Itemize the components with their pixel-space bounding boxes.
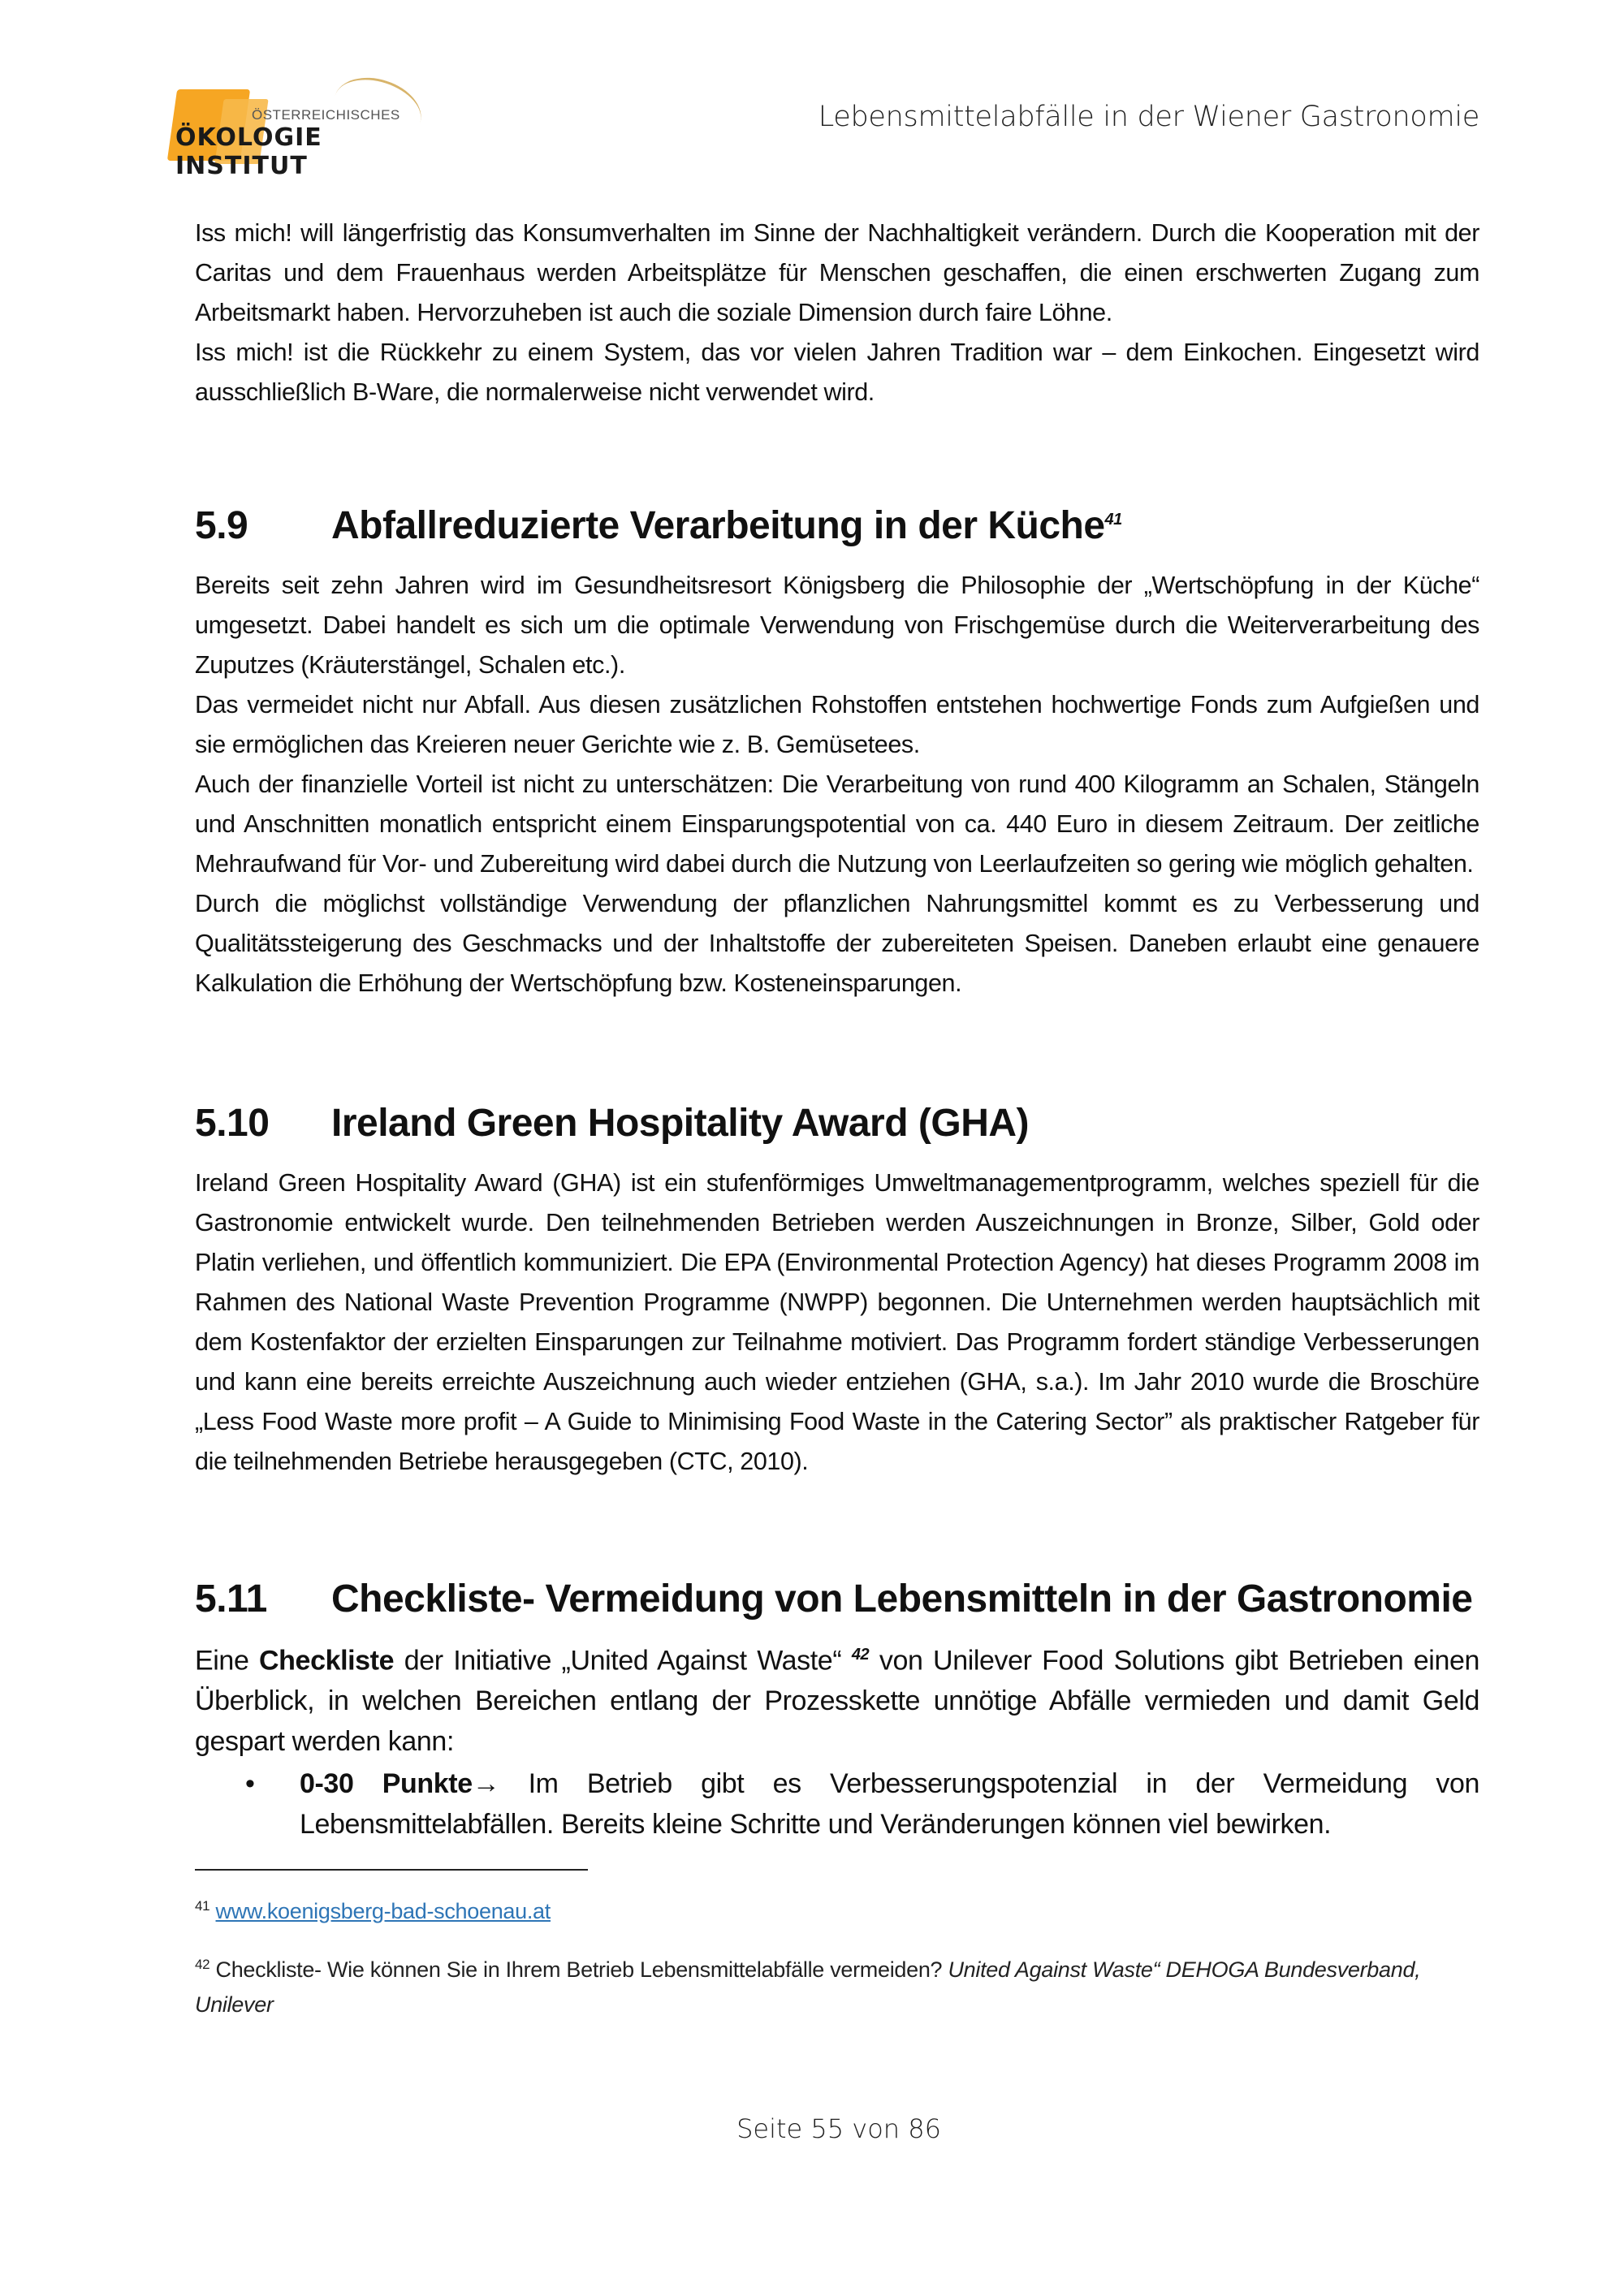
page-number: Seite 55 von 86 bbox=[736, 2113, 941, 2144]
logo-subtitle: ÖSTERREICHISCHES bbox=[252, 107, 400, 123]
section-title: Ireland Green Hospitality Award (GHA) bbox=[331, 1102, 1029, 1145]
paragraph: Bereits seit zehn Jahren wird im Gesundheitsresort Königsberg die Philosophie der „Wertschöpfung in der Küche“ umgesetzt. Dabei handelt es sich um die optimale Verwendung von Frischgemüse durch die Weiterverarbeitung des Zuputzes (Kräuterstängel, Schalen etc.). bbox=[195, 572, 1479, 679]
arrow-icon: → bbox=[472, 1768, 500, 1800]
footnote-link[interactable]: www.koenigsberg-bad-schoenau.at bbox=[215, 1899, 551, 1923]
footnote bbox=[195, 1888, 1478, 1929]
paragraph bbox=[195, 1634, 1479, 1762]
section-title: Checkliste- Vermeidung von Lebensmitteln in der Gastronomie bbox=[331, 1577, 1473, 1621]
paragraph: Iss mich! ist die Rückkehr zu einem System, das vor vielen Jahren Tradition war – dem Einkochen. Eingesetzt wird ausschließlich B-Ware, die normalerweise nicht verwendet wird. bbox=[195, 339, 1479, 406]
list-item bbox=[195, 1763, 1479, 1845]
footnote-source: United Against Waste“ DEHOGA Bundesverband, Unilever bbox=[195, 1957, 1421, 2017]
footnote-text: Checkliste- Wie können Sie in Ihrem Betrieb Lebensmittelabfälle vermeiden? bbox=[209, 1957, 948, 1982]
section-heading bbox=[195, 1577, 1479, 1621]
footnote-ref[interactable]: 41 bbox=[1104, 511, 1122, 529]
section-5-11 bbox=[195, 1577, 1479, 1845]
section-number: 5.10 bbox=[195, 1102, 270, 1145]
paragraph: Auch der finanzielle Vorteil ist nicht zu unterschätzen: Die Verarbeitung von rund 400 Kilogramm an Schalen, Stängeln und Anschnitten monatlich entspricht einem Einsparungspotential von ca. 440 Euro in diesem Zeitraum. Der zeitliche Mehraufwand für Vor- und Zubereitung wird dabei durch die Nutzung von Leerlaufzeiten so gering wie möglich gehalten. bbox=[195, 770, 1479, 878]
footnote-number: 42 bbox=[195, 1957, 210, 1972]
paragraph: Ireland Green Hospitality Award (GHA) ist ein stufenförmiges Umweltmanagementprogramm, welches speziell für die Gastronomie entwickelt wurde. Den teilnehmenden Betrieben werden Auszeichnungen in Bronze, Silber, Gold oder Platin verliehen, und öffentlich kommuniziert. Die EPA (Environmental Protection Agency) hat dieses Programm 2008 im Rahmen des National Waste Prevention Programme (NWPP) begonnen. Die Unternehmen werden hauptsächlich mit dem Kostenfaktor der erzielten Einsparungen zur Teilnahme motiviert. Das Programm fordert ständige Verbesserungen und kann eine bereits erreichte Auszeichnung auch wieder entziehen (GHA, s.a.). Im Jahr 2010 wurde die Broschüre „Less Food Waste more profit – A Guide to Minimising Food Waste in the Catering Sector” als praktischer Ratgeber für die teilnehmenden Betriebe herausgegeben (CTC, 2010). bbox=[195, 1169, 1479, 1475]
paragraph: Das vermeidet nicht nur Abfall. Aus diesen zusätzlichen Rohstoffen entstehen hochwertige Fonds zum Aufgießen und sie ermöglichen das Kreieren neuer Gerichte wie z. B. Gemüsetees. bbox=[195, 691, 1479, 758]
section-5-10 bbox=[195, 1101, 1479, 1482]
paragraph: Iss mich! will längerfristig das Konsumverhalten im Sinne der Nachhaltigkeit verändern. Durch die Kooperation mit der Caritas und dem Frauenhaus werden Arbeitsplätze für Menschen geschaffen, die einen erschwerten Zugang zum Arbeitsmarkt haben. Hervorzuheben ist auch die soziale Dimension durch faire Löhne. bbox=[195, 219, 1479, 326]
section-title: Abfallreduzierte Verarbeitung in der Küche bbox=[331, 504, 1105, 547]
text: von Unilever Food Solutions gibt Betrieben einen Überblick, in welchen Bereichen entlang der Prozesskette unnötige Abfälle vermieden und damit Geld gespart werden kann: bbox=[195, 1645, 1479, 1758]
bullet-icon: • bbox=[245, 1768, 255, 1800]
section-number: 5.9 bbox=[195, 504, 248, 547]
section-heading bbox=[195, 503, 1479, 548]
bullet-text: Im Betrieb gibt es Verbesserungspotenzial in der Vermeidung von Lebensmittelabfällen. Bereits kleine Schritte und Veränderungen können viel bewirken. bbox=[300, 1768, 1479, 1841]
footnote-ref[interactable]: 42 bbox=[851, 1646, 870, 1664]
bold-term: Checkliste bbox=[259, 1645, 395, 1677]
document-title: Lebensmittelabfälle in der Wiener Gastronomie bbox=[818, 101, 1479, 133]
intro-section bbox=[195, 214, 1479, 412]
logo bbox=[162, 75, 414, 180]
section-heading bbox=[195, 1101, 1479, 1146]
footnote-divider bbox=[195, 1869, 588, 1871]
footnote bbox=[195, 1947, 1478, 2022]
bullet-label: 0-30 Punkte bbox=[300, 1768, 473, 1800]
footnote-number: 41 bbox=[195, 1898, 210, 1914]
logo-title: ÖKOLOGIE INSTITUT bbox=[175, 123, 322, 180]
section-number: 5.11 bbox=[195, 1577, 267, 1621]
paragraph: Durch die möglichst vollständige Verwendung der pflanzlichen Nahrungsmittel kommt es zu Verbesserung und Qualitätssteigerung des Geschmacks und der Inhaltstoffe der zubereiteten Speisen. Daneben erlaubt eine genauere Kalkulation die Erhöhung der Wertschöpfung bzw. Kosteneinsparungen. bbox=[195, 890, 1479, 997]
section-5-9 bbox=[195, 503, 1479, 1003]
text: Eine bbox=[195, 1645, 260, 1677]
text: der Initiative „United Against Waste“ bbox=[394, 1645, 852, 1677]
